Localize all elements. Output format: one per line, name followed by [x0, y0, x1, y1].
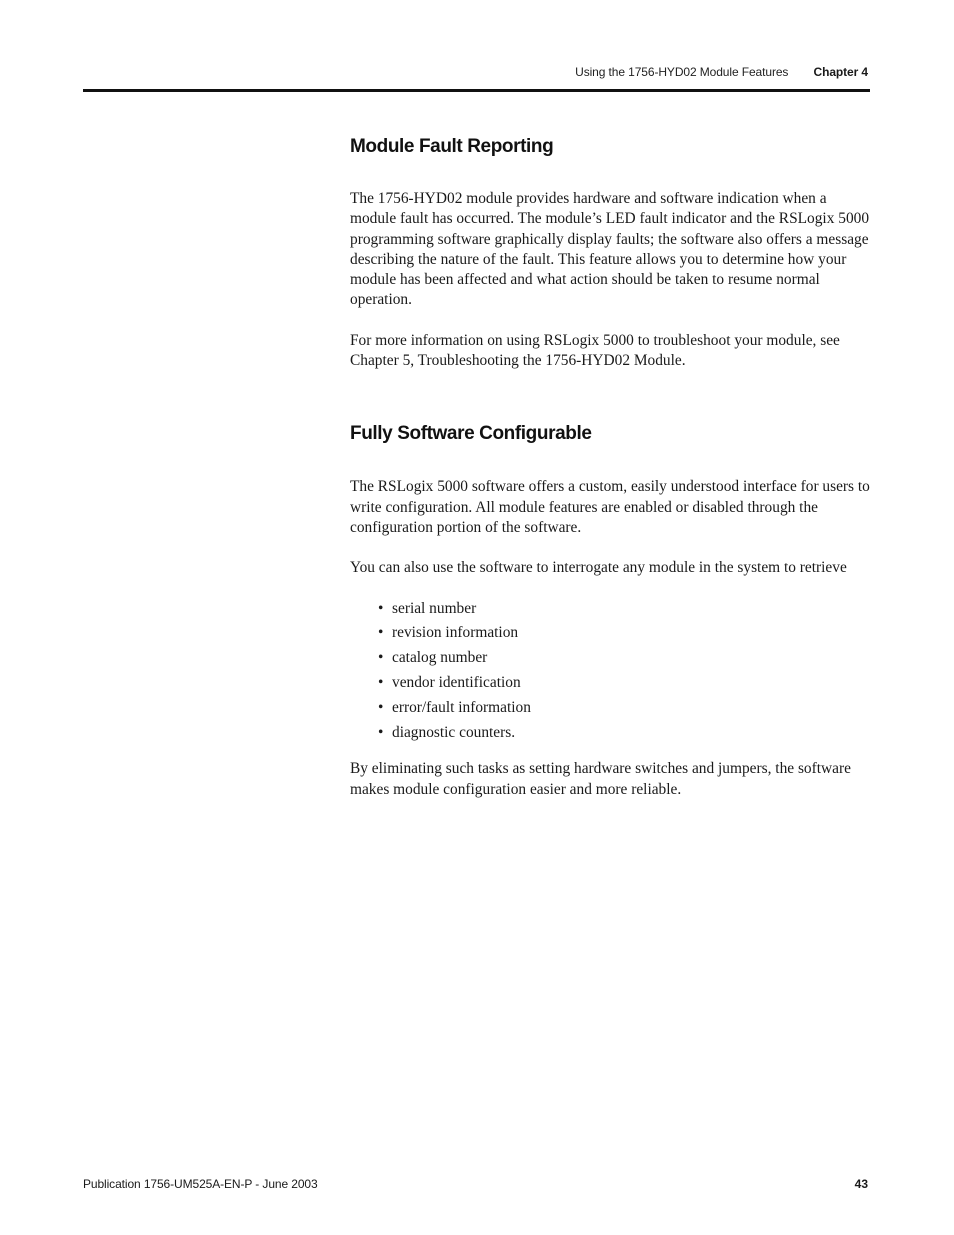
list-item: [378, 723, 870, 743]
bullet-icon: •: [378, 699, 384, 717]
bullet-icon: •: [378, 624, 384, 642]
heading-module-fault-reporting: Module Fault Reporting: [350, 136, 554, 157]
paragraph: By eliminating such tasks as setting hardware switches and jumpers, the software makes module configuration easier and more reliable.: [350, 760, 851, 798]
bullet-icon: •: [378, 599, 384, 617]
list-item-text: catalog number: [392, 649, 488, 667]
list-item-text: error/fault information: [392, 699, 531, 717]
list-item: [378, 673, 870, 693]
header-section-title: Using the 1756-HYD02 Module Features: [575, 65, 789, 79]
bullet-icon: •: [378, 724, 384, 742]
paragraph: The 1756-HYD02 module provides hardware and software indication when a module fault has occurred. The module’s LED fault indicator and the RSLogix 5000 programming software graphically display faults; the software also offers a message describing the nature of the fault. This feature allows you to determine how your module has been affected and what action should be taken to resume normal operation.: [350, 190, 870, 309]
list-item-text: vendor identification: [392, 674, 521, 692]
list-item: [378, 599, 870, 619]
paragraph: For more information on using RSLogix 5000 to troubleshoot your module, see Chapter 5, Troubleshooting the 1756-HYD02 Module.: [350, 331, 840, 370]
header-rule: [83, 89, 870, 92]
heading-fully-software-configurable: Fully Software Configurable: [350, 423, 592, 445]
paragraph: The RSLogix 5000 software offers a custom, easily understood interface for users to write configuration. All module features are enabled or disabled through the configuration portion of the software.: [350, 478, 870, 536]
list-item: [378, 698, 870, 718]
list-item-text: revision information: [392, 624, 519, 642]
header-chapter-label: Chapter 4: [813, 65, 868, 79]
bullet-icon: •: [378, 649, 384, 667]
list-item-text: diagnostic counters.: [392, 724, 516, 742]
footer-publication: Publication 1756-UM525A-EN-P - June 2003: [83, 1177, 318, 1191]
page-content: [350, 134, 870, 800]
retrieve-list: [350, 599, 870, 744]
paragraph: You can also use the software to interrogate any module in the system to retrieve: [350, 559, 847, 577]
bullet-icon: •: [378, 674, 384, 692]
list-item: [378, 648, 870, 668]
list-item: [378, 623, 870, 643]
list-item-text: serial number: [392, 599, 477, 617]
footer-page-number: 43: [854, 1177, 868, 1191]
running-header: [575, 65, 868, 79]
